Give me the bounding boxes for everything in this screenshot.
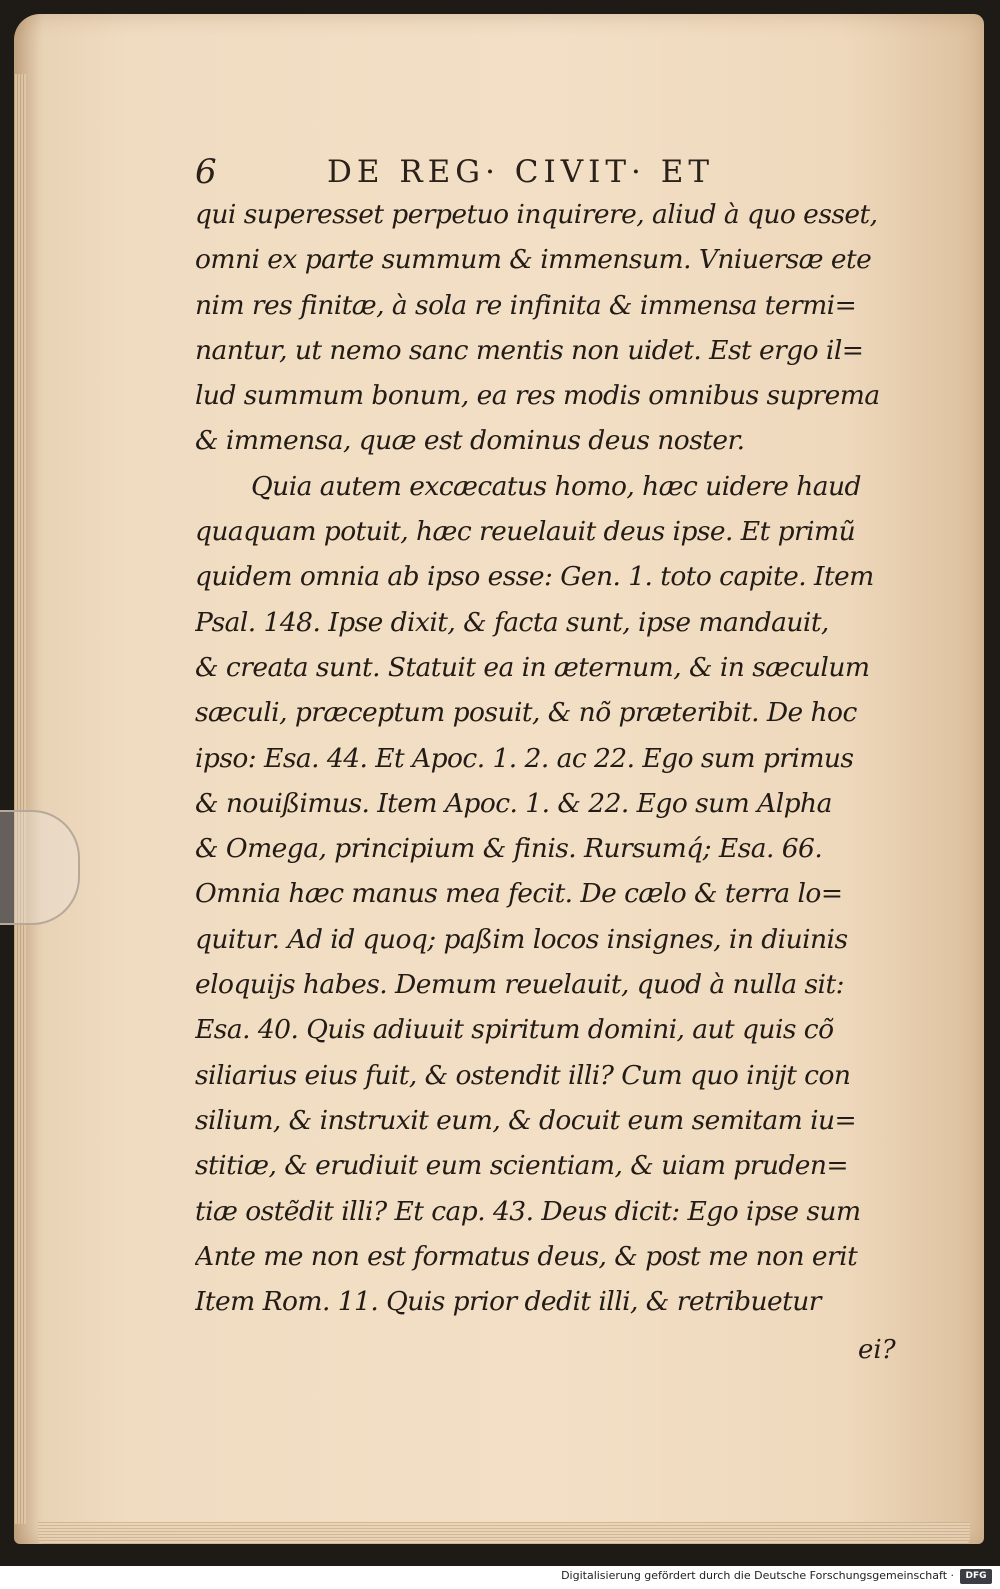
text-line: Psal. 148. Ipse dixit, & facta sunt, ipse mandauit, — [195, 606, 829, 638]
text-line: ipso: Esa. 44. Et Apoc. 1. 2. ac 22. Ego sum primus — [195, 742, 854, 774]
body-text — [195, 192, 915, 1324]
page-clip — [0, 810, 80, 925]
catchword: ei? — [858, 1335, 896, 1365]
text-line: Omnia hæc manus mea fecit. De cælo & terra lo= — [195, 878, 843, 910]
text-line: eloquijs habes. Demum reuelauit, quod à nulla sit: — [195, 969, 844, 1001]
text-line: omni ex parte summum & immensum. Vniuersæ ete — [195, 244, 872, 276]
running-title: DE REG· CIVIT· ET — [327, 154, 715, 190]
text-line: quaquam potuit, hæc reuelauit deus ipse. Et primũ — [195, 516, 856, 548]
page-number: 6 — [195, 152, 217, 192]
page-stack-left-edge — [14, 74, 26, 1524]
paragraph-start-line: Quia autem excæcatus homo, hæc uidere haud — [251, 470, 861, 502]
text-line: sæculi, præceptum posuit, & nõ præteribit. De hoc — [195, 697, 857, 729]
text-line: & creata sunt. Statuit ea in æternum, & in sæculum — [195, 651, 870, 683]
text-line: tiæ ostẽdit illi? Et cap. 43. Deus dicit: Ego ipse sum — [195, 1195, 861, 1227]
text-line: Ante me non est formatus deus, & post me non erit — [195, 1240, 858, 1272]
dfg-logo: DFG — [960, 1569, 992, 1584]
text-line: & nouißimus. Item Apoc. 1. & 22. Ego sum Alpha — [195, 787, 832, 819]
funding-credit: Digitalisierung gefördert durch die Deutsche Forschungsgemeinschaft · — [561, 1569, 954, 1582]
text-line: quidem omnia ab ipso esse: Gen. 1. toto capite. Item — [195, 561, 874, 593]
text-line: & Omega, principium & finis. Rursumq́; Esa. 66. — [195, 833, 823, 865]
text-line: lud summum bonum, ea res modis omnibus suprema — [195, 380, 880, 412]
text-line: Esa. 40. Quis adiuuit spiritum domini, aut quis cõ — [195, 1014, 834, 1046]
text-line: siliarius eius fuit, & ostendit illi? Cum quo inijt con — [195, 1059, 851, 1091]
digitization-footer — [0, 1566, 1000, 1589]
text-line: Item Rom. 11. Quis prior dedit illi, & retribuetur — [195, 1286, 821, 1318]
text-line: quitur. Ad id quoq; paßim locos insignes, in diuinis — [195, 923, 848, 955]
text-line: nim res finitæ, à sola re infinita & immensa termi= — [195, 289, 857, 321]
text-line: silium, & instruxit eum, & docuit eum semitam iu= — [195, 1104, 857, 1136]
page-stack-bottom-edge — [38, 1522, 970, 1544]
text-line: stitiæ, & erudiuit eum scientiam, & uiam pruden= — [195, 1150, 849, 1182]
text-line: qui superesset perpetuo inquirere, aliud à quo esset, — [195, 199, 878, 230]
page-header — [195, 148, 815, 196]
text-line: nantur, ut nemo sanc mentis non uidet. Est ergo il= — [195, 334, 864, 366]
text-line: & immensa, quæ est dominus deus noster. — [195, 425, 745, 457]
